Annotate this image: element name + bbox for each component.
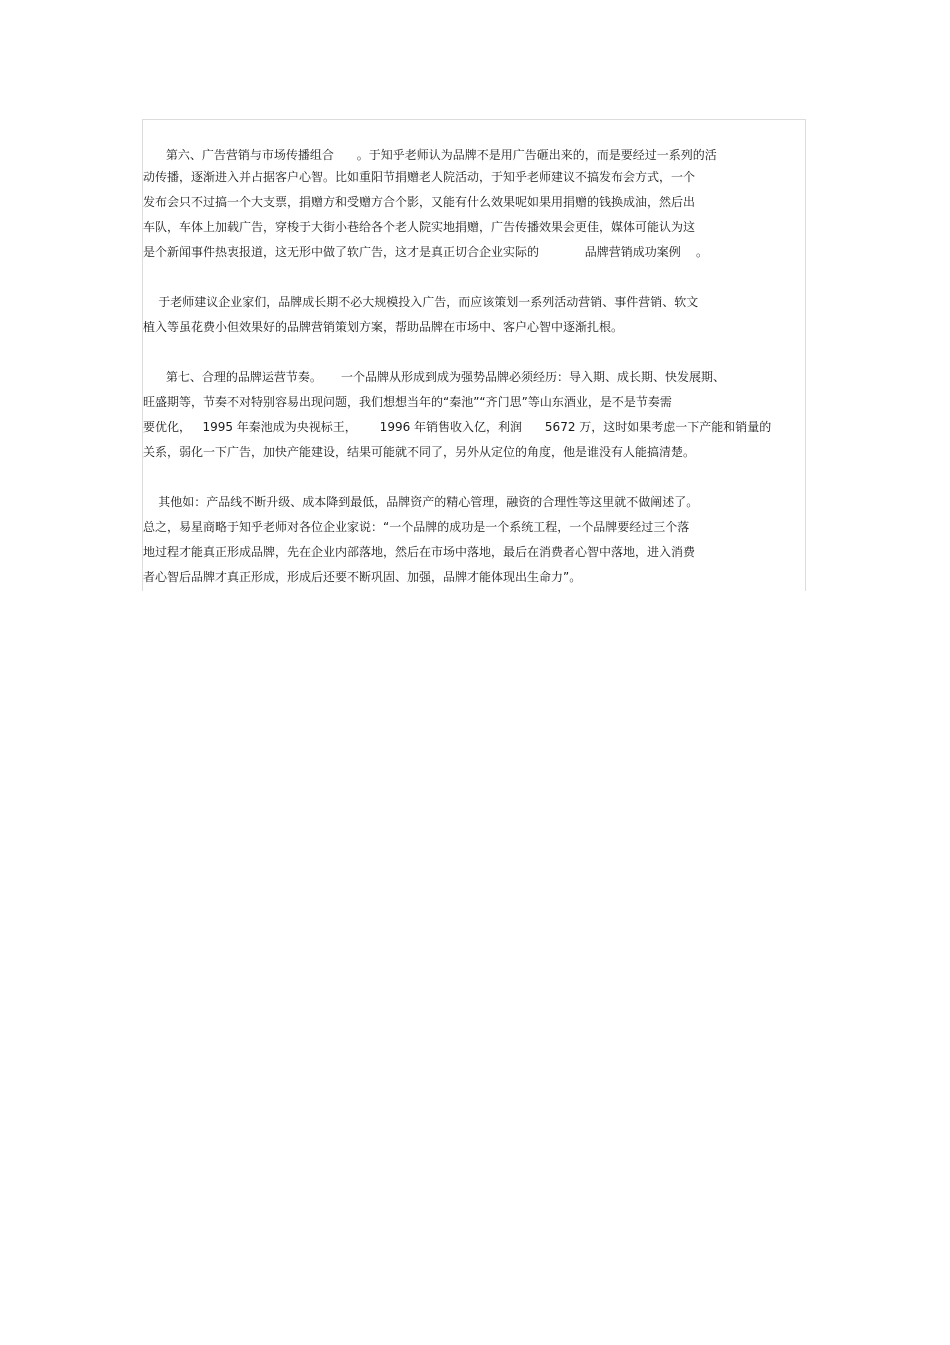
paragraph-4-line-2: 总之，易星商略于知乎老师对各位企业家说：“一个品牌的成功是一个系统工程，一个品牌要经过三个落: [143, 520, 690, 534]
paragraph-3-line-3: 要优化， 1995 年秦池成为央视标王， 1996 年销售收入亿，利润 5672 万，这时如果考虑一下产能和销量的: [143, 420, 772, 434]
paragraph-1-line-4: 车队，车体上加载广告，穿梭于大街小巷给各个老人院实地捐赠，广告传播效果会更佳，媒体可能认为这: [143, 220, 696, 234]
paragraph-3-line-2: 旺盛期等，节奏不对特别容易出现问题，我们想想当年的“秦池”“齐门思”等山东酒业，是不是节奏需: [143, 395, 672, 409]
paragraph-1-line-5: 是个新闻事件热衷报道，这无形中做了软广告，这才是真正切合企业实际的 品牌营销成功案例 。: [143, 245, 709, 259]
paragraph-2-line-1: 于老师建议企业家们，品牌成长期不必大规模投入广告，而应该策划一系列活动营销、事件营销、软文: [143, 295, 699, 309]
paragraph-2-line-2: 植入等虽花费小但效果好的品牌营销策划方案，帮助品牌在市场中、客户心智中逐渐扎根。: [143, 320, 624, 334]
paragraph-3-line-4: 关系，弱化一下广告，加快产能建设，结果可能就不同了，另外从定位的角度，他是谁没有人能搞清楚。: [143, 445, 696, 459]
paragraph-1-line-2: 动传播，逐渐进入并占据客户心智。比如重阳节捐赠老人院活动，于知乎老师建议不搞发布会方式，一个: [143, 170, 696, 184]
paragraph-4-line-3: 地过程才能真正形成品牌，先在企业内部落地，然后在市场中落地，最后在消费者心智中落地，进入消费: [143, 545, 696, 559]
paragraph-4-line-4: 者心智后品牌才真正形成，形成后还要不断巩固、加强，品牌才能体现出生命力”。: [143, 570, 582, 584]
paragraph-4-line-1: 其他如：产品线不断升级、成本降到最低，品牌资产的精心管理，融资的合理性等这里就不做阐述了。: [143, 495, 699, 509]
paragraph-3-line-1: 第七、合理的品牌运营节奏。 一个品牌从形成到成为强势品牌必须经历：导入期、成长期、快发展期、: [143, 370, 725, 384]
paragraph-1-line-1: 第六、广告营销与市场传播组合 。于知乎老师认为品牌不是用广告砸出来的，而是要经过一系列的活: [143, 148, 717, 162]
paragraph-1-line-3: 发布会只不过搞一个大支票，捐赠方和受赠方合个影，又能有什么效果呢如果用捐赠的钱换成油，然后出: [143, 195, 696, 209]
